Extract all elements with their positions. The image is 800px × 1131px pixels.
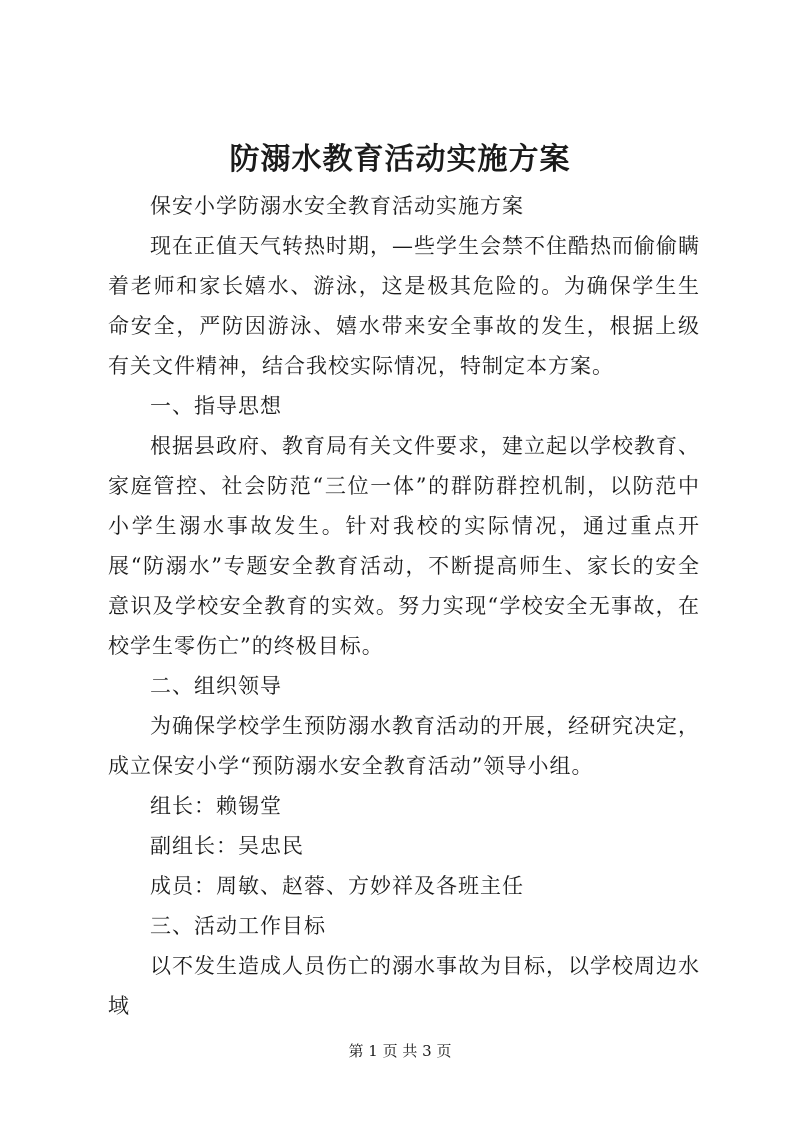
- section-heading-guiding-ideology: 一、指导思想: [150, 394, 282, 418]
- members-line: 成员：周敏、赵蓉、方妙祥及各班主任: [150, 874, 524, 898]
- page-footer: 第 1 页 共 3 页: [348, 1042, 452, 1060]
- deputy-leader-line: 副组长：吴忠民: [150, 834, 304, 858]
- document-body: [108, 186, 700, 1026]
- intro-paragraph: 现在正值天气转热时期，—些学生会禁不住酷热而偷偷瞒着老师和家长嬉水、游泳，这是极其危险的。为确保学生生命安全，严防因游泳、嬉水带来安全事故的发生，根据上级有关文件精神，结合我校实际情况，特制定本方案。: [108, 234, 700, 378]
- document-title: 防溺水教育活动实施方案: [229, 142, 571, 177]
- section-heading-organization: 二、组织领导: [150, 674, 282, 698]
- subtitle-paragraph: 保安小学防溺水安全教育活动实施方案: [150, 194, 524, 218]
- guiding-ideology-paragraph: 根据县政府、教育局有关文件要求，建立起以学校教育、家庭管控、社会防范“三位一体”的群防群控机制，以防范中小学生溺水事故发生。针对我校的实际情况，通过重点开展“防溺水”专题安全教育活动，不断提高师生、家长的安全意识及学校安全教育的实效。努力实现“学校安全无事故，在校学生零伤亡”的终极目标。: [108, 434, 700, 658]
- group-leader-line: 组长：赖锡堂: [150, 794, 282, 818]
- organization-paragraph: 为确保学校学生预防溺水教育活动的开展，经研究决定，成立保安小学“预防溺水安全教育活动”领导小组。: [108, 714, 700, 778]
- section-heading-goals: 三、活动工作目标: [150, 914, 326, 938]
- goals-paragraph: 以不发生造成人员伤亡的溺水事故为目标，以学校周边水域: [108, 954, 700, 1018]
